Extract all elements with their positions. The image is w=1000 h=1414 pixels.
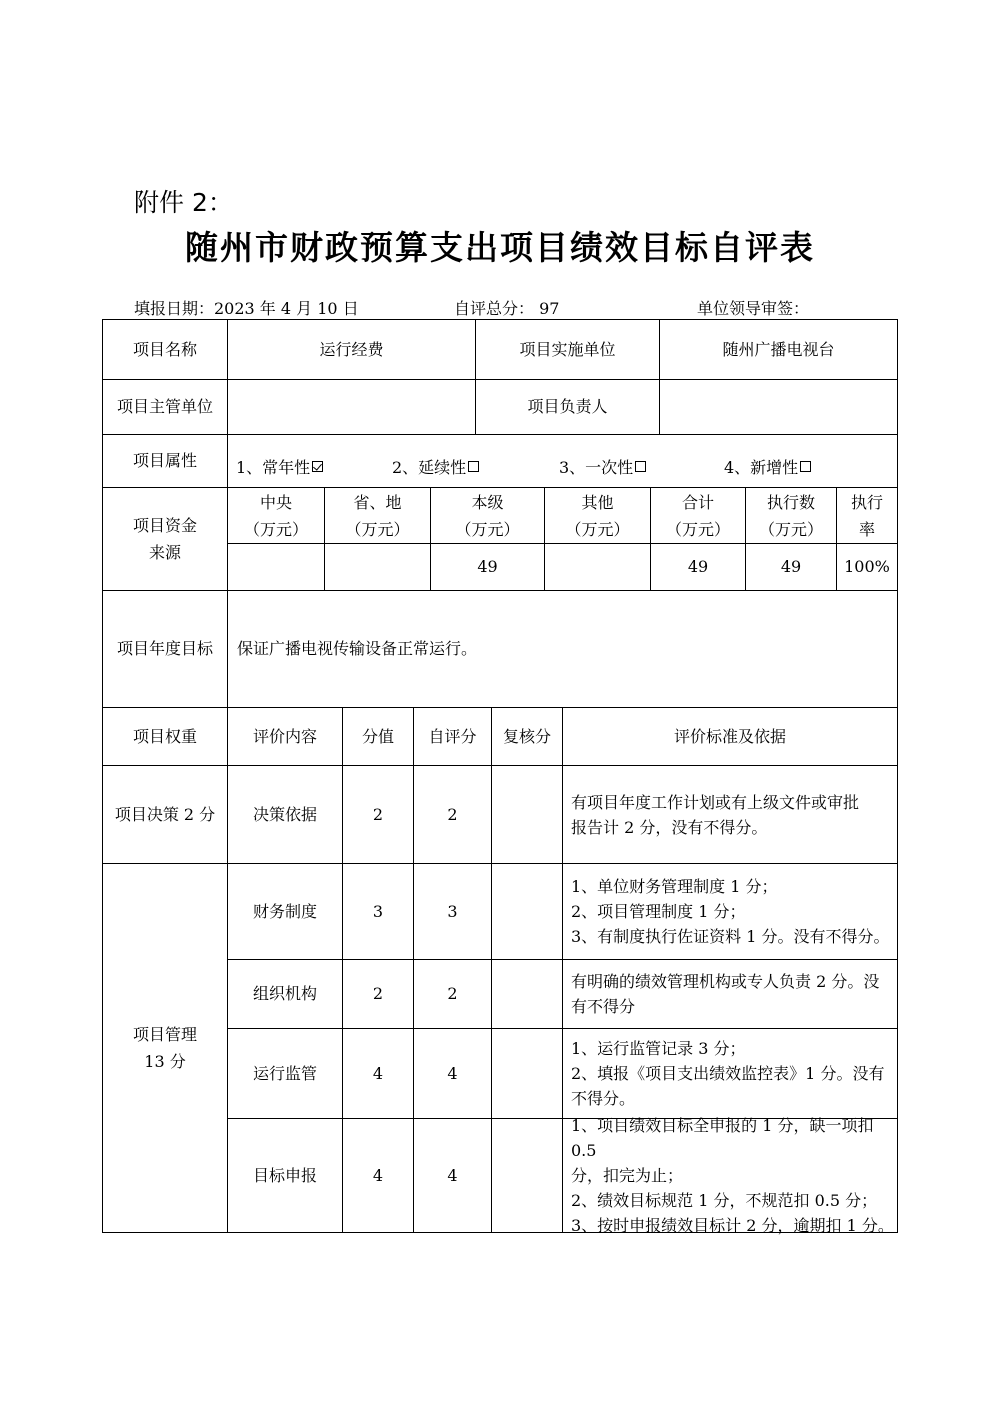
eval-score: 3 <box>372 901 384 921</box>
eval-criteria <box>563 864 897 959</box>
criteria-line: 1、单位财务管理制度 1 分； <box>571 877 778 896</box>
criteria-line: 有项目年度工作计划或有上级文件或审批 <box>571 792 860 812</box>
funding-source-label <box>103 488 227 590</box>
checkbox-icon <box>635 461 646 472</box>
eval-review-score <box>492 1029 562 1118</box>
funding-col-unit: （万元） <box>565 519 630 539</box>
annual-goal-label: 项目年度目标 <box>116 639 213 658</box>
criteria-line: 有不得分 <box>571 997 636 1016</box>
funding-col-name: 中央 <box>259 492 292 512</box>
funding-col-unit: （万元） <box>243 519 308 539</box>
funding-value: 100% <box>844 557 890 576</box>
funding-col-name: 本级 <box>471 492 504 512</box>
checkbox-icon <box>468 461 479 472</box>
criteria-line: 1、项目绩效目标全申报的 1 分，缺一项扣 0.5 <box>571 1116 874 1160</box>
criteria-line: 3、有制度执行佐证资料 1 分。没有不得分。 <box>571 927 890 946</box>
criteria-line: 分，扣完为止； <box>571 1166 684 1185</box>
funding-col-unit: （万元） <box>455 519 520 539</box>
checkbox-icon <box>800 461 811 472</box>
col-header-weight: 项目权重 <box>132 726 197 746</box>
funding-col-name: 执行 <box>850 492 883 512</box>
project-name-value: 运行经费 <box>319 339 384 359</box>
eval-content: 组织机构 <box>252 984 317 1003</box>
annual-goal-text: 保证广播电视传输设备正常运行。 <box>237 639 478 658</box>
eval-criteria <box>563 1029 897 1118</box>
eval-content: 目标申报 <box>252 1165 317 1185</box>
funding-col-header <box>228 488 324 543</box>
table-border <box>897 319 898 1233</box>
self-score-total: 自评总分： 97 <box>454 299 560 318</box>
criteria-line: 3、按时申报绩效目标计 2 分，逾期扣 1 分。 <box>571 1216 894 1235</box>
col-header-content: 评价内容 <box>252 726 317 746</box>
checked-box-icon <box>312 461 323 472</box>
eval-self-score: 4 <box>447 1063 458 1083</box>
funding-col-header <box>545 488 650 543</box>
eval-review-score <box>492 960 562 1028</box>
criteria-line: 2、填报《项目支出绩效监控表》1 分。没有 <box>571 1064 885 1083</box>
implementing-unit-label: 项目实施单位 <box>519 339 616 359</box>
funding-col-header <box>651 488 745 543</box>
eval-score: 4 <box>372 1165 384 1185</box>
criteria-line: 2、项目管理制度 1 分； <box>571 902 746 921</box>
eval-criteria <box>563 1116 897 1235</box>
funding-col-unit: （万元） <box>345 519 410 539</box>
project-leader-label: 项目负责人 <box>527 397 608 416</box>
attribute-option <box>724 455 811 478</box>
funding-col-unit: 率 <box>858 519 875 539</box>
attribute-option <box>236 455 323 478</box>
funding-label-line: 来源 <box>148 543 181 562</box>
funding-col-name: 省、地 <box>353 492 402 512</box>
criteria-line: 2、绩效目标规范 1 分，不规范扣 0.5 分； <box>571 1191 878 1210</box>
eval-score: 4 <box>372 1063 384 1083</box>
weight-decision: 项目决策 2 分 <box>114 804 216 824</box>
project-attribute-label: 项目属性 <box>132 451 197 470</box>
eval-self-score: 2 <box>447 984 458 1003</box>
funding-col-unit: （万元） <box>665 519 730 539</box>
eval-self-score: 4 <box>447 1165 458 1185</box>
criteria-line: 不得分。 <box>571 1089 636 1108</box>
funding-value <box>325 544 430 590</box>
criteria-line: 报告计 2 分，没有不得分。 <box>571 817 768 837</box>
funding-value <box>228 544 324 590</box>
col-header-criteria: 评价标准及依据 <box>673 726 786 746</box>
eval-criteria <box>563 960 897 1028</box>
weight-line: 13 分 <box>144 1052 186 1071</box>
funding-label-line: 项目资金 <box>132 516 197 535</box>
attribute-option-label: 1、常年性 <box>236 458 311 477</box>
attribute-option-label: 3、一次性 <box>559 458 634 477</box>
attribute-option-label: 2、延续性 <box>392 458 467 477</box>
project-leader-value <box>660 380 897 434</box>
eval-content: 决策依据 <box>252 804 317 824</box>
funding-value: 49 <box>687 557 709 576</box>
supervisor-unit-value <box>228 380 475 434</box>
leader-signature-label: 单位领导审签： <box>697 299 810 318</box>
funding-col-name: 其他 <box>581 492 614 512</box>
attribute-option-label: 4、新增性 <box>724 458 799 477</box>
criteria-line: 1、运行监管记录 3 分； <box>571 1039 746 1058</box>
col-header-self-score: 自评分 <box>428 726 477 746</box>
funding-col-name: 执行数 <box>766 492 815 512</box>
funding-col-header <box>431 488 544 543</box>
form-title: 随州市财政预算支出项目绩效目标自评表 <box>185 228 815 267</box>
eval-review-score <box>492 766 562 863</box>
implementing-unit-value: 随州广播电视台 <box>722 339 835 359</box>
supervisor-unit-label: 项目主管单位 <box>116 397 213 416</box>
funding-value: 49 <box>477 557 498 576</box>
eval-self-score: 2 <box>447 804 458 824</box>
funding-col-header <box>746 488 836 543</box>
col-header-score: 分值 <box>361 726 394 746</box>
fill-date: 填报日期：2023 年 4 月 10 日 <box>134 299 359 318</box>
funding-col-header <box>325 488 430 543</box>
criteria-line: 有明确的绩效管理机构或专人负责 2 分。没 <box>571 972 880 991</box>
eval-review-score <box>492 864 562 959</box>
project-name-label: 项目名称 <box>132 339 197 359</box>
eval-content: 运行监管 <box>252 1063 317 1083</box>
attribute-option <box>392 455 479 478</box>
funding-col-unit: （万元） <box>758 519 823 539</box>
attribute-option <box>559 455 646 478</box>
eval-review-score <box>492 1119 562 1232</box>
eval-score: 2 <box>372 804 384 824</box>
attachment-label: 附件 2： <box>134 188 233 217</box>
weight-management <box>103 864 227 1232</box>
eval-score: 2 <box>372 984 384 1003</box>
funding-value: 49 <box>780 557 802 576</box>
weight-line: 项目管理 <box>132 1025 197 1044</box>
funding-col-name: 合计 <box>681 492 714 512</box>
eval-content: 财务制度 <box>252 901 317 921</box>
col-header-review-score: 复核分 <box>502 726 551 746</box>
funding-value <box>545 544 650 590</box>
eval-self-score: 3 <box>447 901 458 921</box>
funding-col-header <box>837 488 897 543</box>
eval-criteria <box>563 766 897 863</box>
